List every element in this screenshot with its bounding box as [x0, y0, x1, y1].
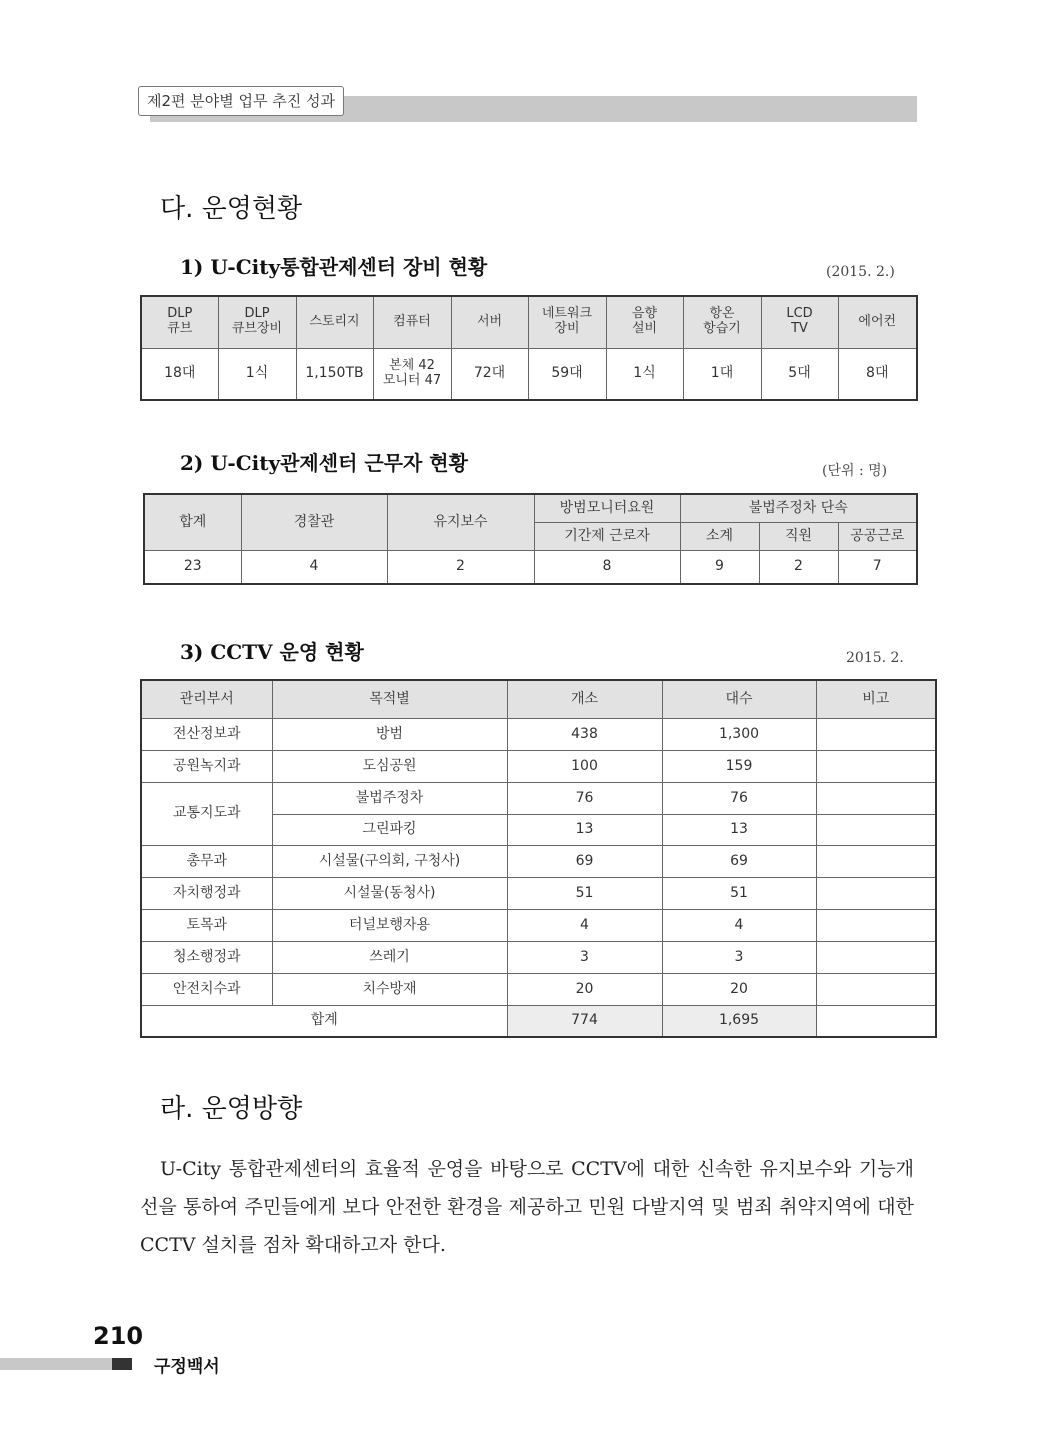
staff-header-total: 합계: [144, 494, 241, 550]
staff-value-cell: 9: [680, 550, 759, 584]
cctv-sites: 100: [507, 750, 662, 782]
section-title-direction: 라. 운영방향: [160, 1094, 303, 1124]
staff-value-cell: 23: [144, 550, 241, 584]
cctv-note: [816, 877, 936, 909]
equipment-value-cell: 1식: [218, 348, 296, 400]
equipment-header-cell: 음향 설비: [606, 296, 683, 348]
equipment-table: [140, 295, 918, 401]
cctv-header-purpose: 목적별: [272, 680, 507, 718]
cctv-purpose: 도심공원: [272, 750, 507, 782]
cctv-header-dept: 관리부서: [141, 680, 272, 718]
cctv-header-note: 비고: [816, 680, 936, 718]
equipment-value-cell: 1식: [606, 348, 683, 400]
equipment-header-cell: DLP 큐브: [141, 296, 218, 348]
cctv-units: 1,300: [662, 718, 816, 750]
equipment-value-cell: 18대: [141, 348, 218, 400]
staff-unit: (단위 : 명): [822, 463, 888, 479]
cctv-purpose: 시설물(동청사): [272, 877, 507, 909]
cctv-total-units: 1,695: [662, 1005, 816, 1037]
equipment-date: (2015. 2.): [826, 264, 895, 280]
cctv-sites: 76: [507, 782, 662, 814]
equipment-value-cell: 5대: [761, 348, 838, 400]
equipment-header-cell: 컴퓨터: [373, 296, 451, 348]
staff-table: [143, 493, 918, 585]
cctv-units: 13: [662, 814, 816, 845]
staff-header-public-work: 공공근로: [838, 522, 917, 550]
cctv-purpose: 그린파킹: [272, 814, 507, 845]
page-number: 210: [93, 1322, 144, 1350]
staff-value-cell: 2: [759, 550, 838, 584]
cctv-title: 3) CCTV 운영 현황: [180, 640, 364, 664]
cctv-dept: 전산정보과: [141, 718, 272, 750]
cctv-purpose: 터널보행자용: [272, 909, 507, 941]
cctv-header-units: 대수: [662, 680, 816, 718]
cctv-note: [816, 718, 936, 750]
cctv-purpose: 방범: [272, 718, 507, 750]
cctv-units: 76: [662, 782, 816, 814]
cctv-header-row: [141, 680, 936, 718]
equipment-value-cell: 본체 42 모니터 47: [373, 348, 451, 400]
cctv-total-note: [816, 1005, 936, 1037]
cctv-dept: 교통지도과: [141, 782, 272, 845]
cctv-units: 3: [662, 941, 816, 973]
table-row: [141, 941, 936, 973]
cctv-total-sites: 774: [507, 1005, 662, 1037]
staff-header-contract: 기간제 근로자: [534, 522, 680, 550]
cctv-dept: 총무과: [141, 845, 272, 877]
equipment-value-cell: 8대: [838, 348, 917, 400]
cctv-note: [816, 973, 936, 1005]
section-title-status: 다. 운영현황: [160, 194, 303, 224]
equipment-value-cell: 72대: [451, 348, 528, 400]
staff-value-row: [144, 550, 917, 584]
staff-header-maintenance: 유지보수: [387, 494, 534, 550]
cctv-note: [816, 814, 936, 845]
chapter-tab: 제2편 분야별 업무 추진 성과: [138, 86, 344, 116]
equipment-header-cell: 네트워크 장비: [528, 296, 606, 348]
cctv-date: 2015. 2.: [846, 650, 904, 666]
equipment-value-row: [141, 348, 917, 400]
cctv-sites: 69: [507, 845, 662, 877]
cctv-purpose: 치수방재: [272, 973, 507, 1005]
direction-body: U-City 통합관제센터의 효율적 운영을 바탕으로 CCTV에 대한 신속한 유지보수와 기능개선을 통하여 주민들에게 보다 안전한 환경을 제공하고 민원 다발지역 및 범죄 취약지역에 대한 CCTV 설치를 점차 확대하고자 한다.: [140, 1158, 914, 1256]
equipment-title: 1) U-City통합관제센터 장비 현황: [180, 255, 488, 279]
book-title: 구정백서: [154, 1357, 220, 1377]
cctv-sites: 51: [507, 877, 662, 909]
direction-paragraph: [140, 1150, 914, 1264]
cctv-sites: 438: [507, 718, 662, 750]
cctv-header-sites: 개소: [507, 680, 662, 718]
cctv-purpose: 시설물(구의회, 구청사): [272, 845, 507, 877]
equipment-header-row: [141, 296, 917, 348]
table-row: [141, 782, 936, 814]
cctv-total-label: 합계: [141, 1005, 507, 1037]
staff-header-row: [144, 494, 917, 522]
table-row: [141, 750, 936, 782]
cctv-dept: 안전치수과: [141, 973, 272, 1005]
table-row: [141, 718, 936, 750]
cctv-units: 51: [662, 877, 816, 909]
staff-value-cell: 8: [534, 550, 680, 584]
cctv-dept: 공원녹지과: [141, 750, 272, 782]
table-row: [141, 909, 936, 941]
cctv-purpose: 불법주정차: [272, 782, 507, 814]
cctv-dept: 자치행정과: [141, 877, 272, 909]
cctv-note: [816, 909, 936, 941]
cctv-note: [816, 750, 936, 782]
cctv-sites: 4: [507, 909, 662, 941]
cctv-units: 69: [662, 845, 816, 877]
equipment-value-cell: 1대: [683, 348, 761, 400]
cctv-dept: 청소행정과: [141, 941, 272, 973]
cctv-purpose: 쓰레기: [272, 941, 507, 973]
cctv-sites: 13: [507, 814, 662, 845]
cctv-units: 159: [662, 750, 816, 782]
cctv-dept: 토목과: [141, 909, 272, 941]
staff-value-cell: 2: [387, 550, 534, 584]
staff-header-police: 경찰관: [241, 494, 387, 550]
cctv-table: [140, 679, 937, 1038]
cctv-note: [816, 782, 936, 814]
cctv-sites: 3: [507, 941, 662, 973]
cctv-note: [816, 845, 936, 877]
staff-header-subtotal: 소계: [680, 522, 759, 550]
staff-value-cell: 4: [241, 550, 387, 584]
staff-value-cell: 7: [838, 550, 917, 584]
equipment-header-cell: 서버: [451, 296, 528, 348]
table-row: [141, 973, 936, 1005]
cctv-units: 4: [662, 909, 816, 941]
cctv-note: [816, 941, 936, 973]
staff-header-parking: 불법주정차 단속: [680, 494, 917, 522]
staff-header-employee: 직원: [759, 522, 838, 550]
footer-bar: [0, 1358, 112, 1370]
table-row: [141, 845, 936, 877]
equipment-header-cell: 항온 항습기: [683, 296, 761, 348]
staff-title: 2) U-City관제센터 근무자 현황: [180, 451, 468, 475]
cctv-sites: 20: [507, 973, 662, 1005]
equipment-value-cell: 59대: [528, 348, 606, 400]
equipment-value-cell: 1,150TB: [296, 348, 373, 400]
cctv-units: 20: [662, 973, 816, 1005]
table-row: [141, 877, 936, 909]
equipment-header-cell: 스토리지: [296, 296, 373, 348]
staff-header-crime-monitor: 방범모니터요원: [534, 494, 680, 522]
equipment-header-cell: DLP 큐브장비: [218, 296, 296, 348]
cctv-total-row: [141, 1005, 936, 1037]
footer-square: [112, 1358, 132, 1370]
equipment-header-cell: LCD TV: [761, 296, 838, 348]
equipment-header-cell: 에어컨: [838, 296, 917, 348]
